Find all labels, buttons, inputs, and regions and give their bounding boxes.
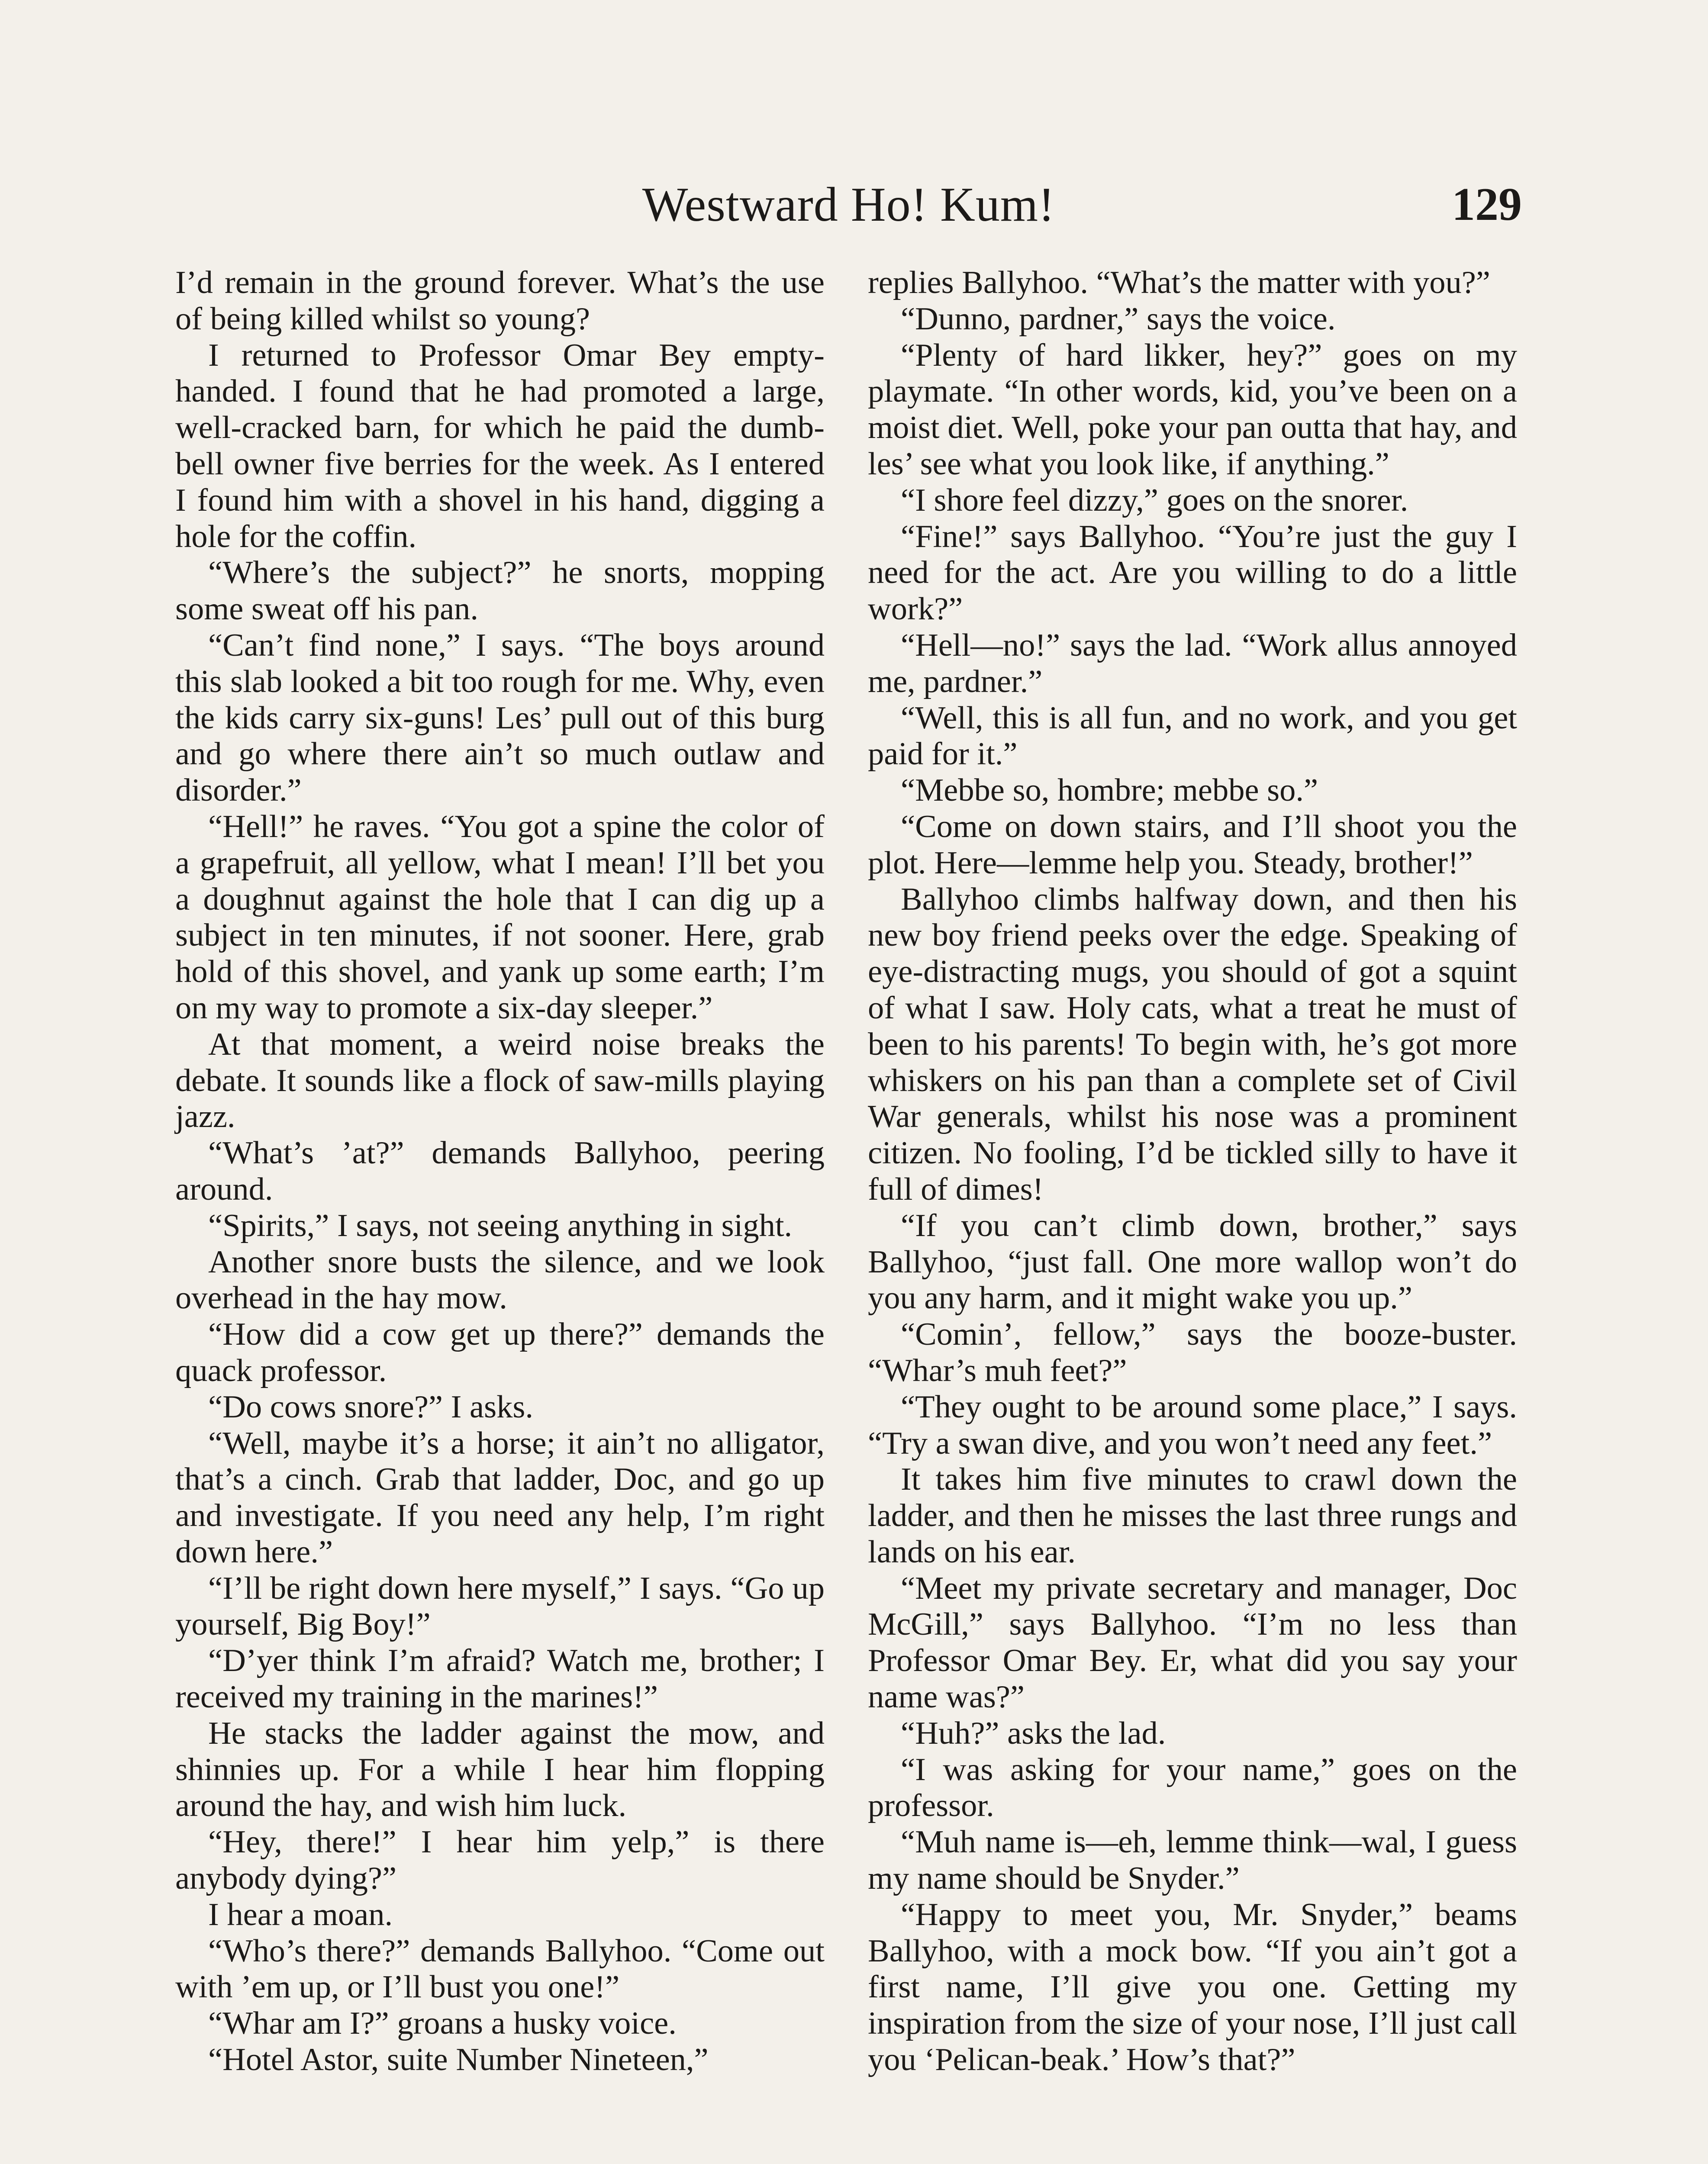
paragraph: At that moment, a weird noise breaks the debate. It sounds like a flock of saw-mills playing jazz. xyxy=(175,1026,825,1135)
paragraph: “Hotel Astor, suite Number Nineteen,” xyxy=(208,2042,709,2078)
paragraph: “Hell!” he raves. “You got a spine the color of a grapefruit, all yellow, what I mean! I’ll bet you a doughnut against the hole that I can dig up a subject in ten minutes, if not sooner. Here, grab hold of this shovel, and yank up some earth; I’m on my way to promote a six-day sleeper.” xyxy=(175,808,825,1026)
paragraph: “Plenty of hard likker, hey?” goes on my playmate. “In other words, kid, you’ve been on a moist diet. Well, poke your pan outta that hay, and les’ see what you look like, if anything.” xyxy=(868,337,1517,482)
paragraph: I’d remain in the ground forever. What’s the use of being killed whilst so young? xyxy=(175,265,825,337)
paragraph: “What’s ’at?” demands Ballyhoo, peering around. xyxy=(175,1135,825,1207)
paragraph: He stacks the ladder against the mow, and shinnies up. For a while I hear him flopping around the hay, and wish him luck. xyxy=(175,1715,825,1824)
text-column-left xyxy=(175,265,825,2078)
paragraph: “Huh?” asks the lad. xyxy=(901,1715,1166,1751)
paragraph: It takes him five minutes to crawl down the ladder, and then he misses the last three rungs and lands on his ear. xyxy=(868,1462,1517,1570)
paragraph: “D’yer think I’m afraid? Watch me, brother; I received my training in the marines!” xyxy=(175,1643,825,1715)
paragraph: “Whar am I?” groans a husky voice. xyxy=(208,2006,677,2042)
paragraph: “How did a cow get up there?” demands the quack professor. xyxy=(175,1317,825,1388)
paragraph: “Who’s there?” demands Ballyhoo. “Come out with ’em up, or I’ll bust you one!” xyxy=(175,1933,825,2005)
running-title: Westward Ho! Kum! xyxy=(642,178,1055,232)
page-number: 129 xyxy=(1452,179,1522,230)
paragraph: “Hell—no!” says the lad. “Work allus annoyed me, pardner.” xyxy=(868,627,1517,699)
text-column-right xyxy=(868,265,1517,2078)
paragraph: replies Ballyhoo. “What’s the matter with you?” xyxy=(868,265,1490,300)
paragraph: “Spirits,” I says, not seeing anything in sight. xyxy=(208,1208,793,1243)
paragraph: I returned to Professor Omar Bey empty-handed. I found that he had promoted a large, well-cracked barn, for which he paid the dumb-bell owner five berries for the week. As I entered I found him with a shovel in his hand, digging a hole for the coffin. xyxy=(175,337,825,554)
paragraph: “Dunno, pardner,” says the voice. xyxy=(901,301,1336,337)
paragraph: “I shore feel dizzy,” goes on the snorer. xyxy=(901,482,1408,518)
paragraph: “They ought to be around some place,” I says. “Try a swan dive, and you won’t need any feet.” xyxy=(868,1389,1517,1461)
paragraph: “Hey, there!” I hear him yelp,” is there anybody dying?” xyxy=(175,1824,825,1897)
paragraph: I hear a moan. xyxy=(208,1897,393,1932)
paragraph: “Happy to meet you, Mr. Snyder,” beams Ballyhoo, with a mock bow. “If you ain’t got a first name, I’ll give you one. Getting my inspiration from the size of your nose, I’ll just call you ‘Pelican-beak.’ How’s that?” xyxy=(868,1897,1517,2078)
paragraph: “Fine!” says Ballyhoo. “You’re just the guy I need for the act. Are you willing to do a little work?” xyxy=(868,518,1517,627)
paragraph: “I was asking for your name,” goes on the professor. xyxy=(868,1752,1517,1824)
paragraph: Another snore busts the silence, and we look overhead in the hay mow. xyxy=(175,1244,825,1316)
page-header xyxy=(175,172,1522,237)
paragraph: “Muh name is—eh, lemme think—wal, I guess my name should be Snyder.” xyxy=(868,1824,1517,1897)
paragraph: “Do cows snore?” I asks. xyxy=(208,1389,533,1425)
paragraph: “Where’s the subject?” he snorts, mopping some sweat off his pan. xyxy=(175,555,825,627)
paragraph: “If you can’t climb down, brother,” says Ballyhoo, “just fall. One more wallop won’t do you any harm, and it might wake you up.” xyxy=(868,1208,1517,1316)
paragraph: “Comin’, fellow,” says the booze-buster. “Whar’s muh feet?” xyxy=(868,1317,1517,1388)
paragraph: “I’ll be right down here myself,” I says. “Go up yourself, Big Boy!” xyxy=(175,1570,825,1642)
paragraph: “Come on down stairs, and I’ll shoot you the plot. Here—lemme help you. Steady, brother!” xyxy=(868,808,1517,881)
paragraph: “Well, maybe it’s a horse; it ain’t no alligator, that’s a cinch. Grab that ladder, Doc, and go up and investigate. If you need any help, I’m right down here.” xyxy=(175,1425,825,1570)
paragraph: “Well, this is all fun, and no work, and you get paid for it.” xyxy=(868,700,1517,772)
paragraph: “Meet my private secretary and manager, Doc McGill,” says Ballyhoo. “I’m no less than Professor Omar Bey. Er, what did you say your name was?” xyxy=(868,1570,1517,1715)
paragraph: Ballyhoo climbs halfway down, and then his new boy friend peeks over the edge. Speaking of eye-distracting mugs, you should of got a squint of what I saw. Holy cats, what a treat he must of been to his parents! To begin with, he’s got more whiskers on his pan than a complete set of Civil War generals, whilst his nose was a prominent citizen. No fooling, I’d be tickled silly to have it full of dimes! xyxy=(868,881,1517,1207)
paragraph: “Mebbe so, hombre; mebbe so.” xyxy=(901,773,1318,808)
paragraph: “Can’t find none,” I says. “The boys around this slab looked a bit too rough for me. Why, even the kids carry six-guns! Les’ pull out of this burg and go where there ain’t so much outlaw and disorder.” xyxy=(175,627,825,808)
